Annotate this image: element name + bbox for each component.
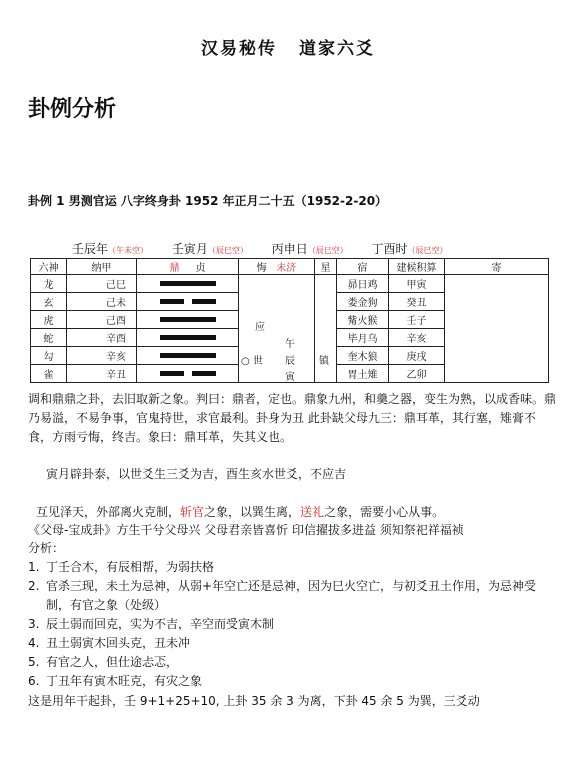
pillar-year-void: （午未空） <box>108 246 149 255</box>
list-text: 丁丑年有寅木旺克，有灾之象 <box>46 674 203 688</box>
cell-liushen: 玄 <box>31 293 67 311</box>
month-hexagram-paragraph: 寅月辟卦泰，以世爻生三爻为吉，酉生亥水世爻，不应吉 <box>46 467 347 481</box>
cell-jianhou: 庚戌 <box>389 347 445 365</box>
cell-yao-line <box>137 311 239 329</box>
cell-najia: 辛酉 <box>67 329 137 347</box>
list-item <box>28 672 558 691</box>
cell-jianhou: 乙卯 <box>389 365 445 383</box>
xing-zhen: 镇 <box>319 355 329 367</box>
cell-najia: 己巳 <box>67 275 137 293</box>
pillar-month: 壬寅月 <box>171 242 208 256</box>
cell-jianhou: 甲寅 <box>389 275 445 293</box>
hexagram-table <box>30 258 549 383</box>
highlight-zhanguan: 斩官 <box>180 505 205 519</box>
header-bian-sub: 未济 <box>276 263 297 274</box>
cell-yao-line <box>137 275 239 293</box>
text-span: 之象，需要小心从事。 <box>324 505 445 519</box>
judgement-paragraph: 调和鼎鼎之卦，去旧取新之象。判曰：鼎者，定也。鼎象九州，和羹之器，变生为熟，以成香味。鼎乃易溢，不易争事，官鬼持世，求官最利。卦身为丑 此卦缺父母九三：鼎耳革，其行塞，雉膏不食，方雨亏悔，终吉。象曰：鼎耳革，失其义也。 <box>28 392 557 444</box>
header-ben-gua <box>137 259 239 275</box>
header-najia: 纳甲 <box>67 259 137 275</box>
yang-line <box>160 353 216 358</box>
list-item <box>28 615 558 634</box>
cell-liushen: 勾 <box>31 347 67 365</box>
pillar-month-void: （辰巳空） <box>207 246 248 255</box>
bian-gua-column <box>239 275 315 383</box>
cell-jianhou: 癸丑 <box>389 293 445 311</box>
table-header-row <box>31 259 549 275</box>
list-item <box>28 577 558 615</box>
cell-xiu: 娄金狗 <box>337 293 389 311</box>
bian-wu: 午 <box>285 338 295 350</box>
text-span: 之象，以巽生离， <box>204 505 301 519</box>
header-liushen: 六神 <box>31 259 67 275</box>
cell-liushen: 虎 <box>31 311 67 329</box>
pillar-day: 丙申日 <box>271 242 308 256</box>
pillar-hour-void: （辰巳空） <box>407 246 448 255</box>
yang-line <box>160 317 216 322</box>
yang-line <box>160 335 216 340</box>
xing-column <box>315 275 337 383</box>
cell-liushen: 龙 <box>31 275 67 293</box>
cell-jianhou: 辛亥 <box>389 329 445 347</box>
header-left: 汉易秘传 <box>201 39 277 59</box>
list-number: 5. <box>28 655 40 669</box>
cell-xiu: 奎木狼 <box>337 347 389 365</box>
header-bian-gua <box>239 259 315 275</box>
table-row <box>31 275 549 293</box>
bazi-pillars <box>72 240 448 257</box>
pillar-year: 壬辰年 <box>72 242 109 256</box>
shi-marker: ○ 世 <box>241 355 263 367</box>
list-text: 辰土弱而回克，实为不吉，辛空而受寅木制 <box>46 617 275 631</box>
header-ben-name: 鼎 <box>169 263 180 274</box>
cell-yao-line <box>137 293 239 311</box>
cell-liushen: 蛇 <box>31 329 67 347</box>
header-jianhou: 建候积算 <box>389 259 445 275</box>
bian-chen: 辰 <box>285 355 295 367</box>
list-number: 2. <box>28 579 40 593</box>
cell-xiu: 毕月乌 <box>337 329 389 347</box>
list-item <box>28 558 558 577</box>
pillar-day-void: （辰巳空） <box>307 246 348 255</box>
yin-line <box>160 371 216 376</box>
bian-yin: 寅 <box>285 371 295 383</box>
list-text: 有官之人，但仕途忐忑， <box>46 655 179 669</box>
list-number: 4. <box>28 636 40 650</box>
ying-marker: 应 <box>255 321 265 333</box>
pillar-hour: 丁酉时 <box>371 242 408 256</box>
header-xiu: 宿 <box>337 259 389 275</box>
cell-jianhou: 壬子 <box>389 311 445 329</box>
cell-liushen: 雀 <box>31 365 67 383</box>
header-xing: 星 <box>315 259 337 275</box>
list-text: 丁壬合木，有辰相帮，为弱扶格 <box>46 560 215 574</box>
list-number: 1. <box>28 560 40 574</box>
header-right: 道家六爻 <box>299 39 375 59</box>
cell-ji <box>445 275 549 383</box>
cell-yao-line <box>137 347 239 365</box>
header-ji: 寄 <box>445 259 549 275</box>
cell-najia: 己酉 <box>67 311 137 329</box>
highlight-songli: 送礼 <box>300 505 325 519</box>
cell-yao-line <box>137 329 239 347</box>
cell-yao-line <box>137 365 239 383</box>
case-line: 卦例 1 男测官运 八字终身卦 1952 年正月二十五（1952-2-20） <box>28 194 388 208</box>
yang-line <box>160 281 216 286</box>
cell-xiu: 胃土雉 <box>337 365 389 383</box>
cell-najia: 辛丑 <box>67 365 137 383</box>
cell-najia: 己未 <box>67 293 137 311</box>
list-item <box>28 634 558 653</box>
list-item <box>28 653 558 672</box>
mutual-hexagram-paragraph <box>36 503 566 522</box>
header-ben-sub: 贞 <box>195 263 206 274</box>
analysis-list <box>28 558 558 691</box>
list-number: 3. <box>28 617 40 631</box>
cell-xiu: 觜火猴 <box>337 311 389 329</box>
analysis-label: 分析： <box>28 541 65 555</box>
header-bian-name: 悔 <box>256 263 267 274</box>
closing-line: 这是用年干起卦，壬 9+1+25+10, 上卦 35 余 3 为离，下卦 45 余 5 为巽，三爻动 <box>28 694 480 708</box>
list-text: 官杀三现，未土为忌神，从弱+年空亡还是忌神，因为巳火空亡，与初爻丑土作用，为忌神受制，有官之象（处级） <box>46 579 537 612</box>
parent-verse: 《父母-宝成卦》方生干兮父母兴 父母君亲皆喜忻 印信擢拔多进益 须知祭祀祥福祯 <box>28 523 464 537</box>
cell-najia: 辛亥 <box>67 347 137 365</box>
cell-xiu: 昴日鸡 <box>337 275 389 293</box>
list-text: 丑土弱寅木回头克，丑未冲 <box>46 636 191 650</box>
yin-line <box>160 299 216 304</box>
page-title: 卦例分析 <box>28 97 117 122</box>
text-span: 互见泽天，外部离火克制， <box>36 505 181 519</box>
document-header <box>0 34 576 59</box>
list-number: 6. <box>28 674 40 688</box>
